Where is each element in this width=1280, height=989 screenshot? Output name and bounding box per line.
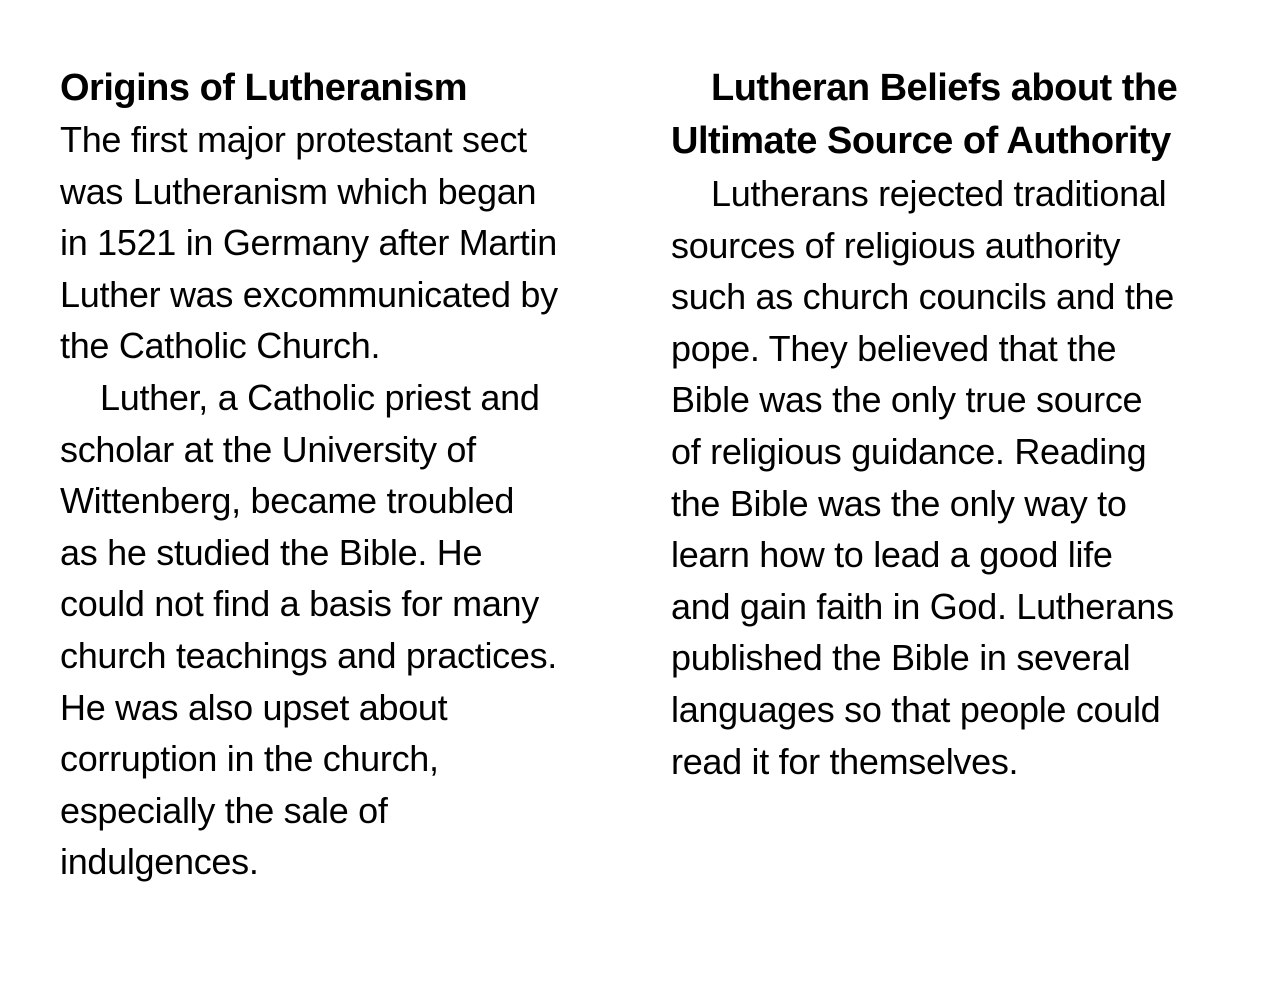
text-line: Bible was the only true source [671,379,1143,421]
right-column-beliefs [671,62,1251,787]
text-line: The first major protestant sect [60,119,527,160]
text-line: published the Bible in several [671,637,1131,679]
text-line: He was also upset about [60,686,448,728]
text-line: Luther, a Catholic priest and [100,376,540,418]
text-line: pope. They believed that the [671,327,1117,369]
text-line: read it for themselves. [671,740,1019,782]
text-line: sources of religious authority [671,224,1121,266]
text-line: church teachings and practices. [60,634,557,676]
text-line: Luther was excommunicated by [60,273,558,315]
heading-lutheran-beliefs [671,62,1251,168]
text-line: in 1521 in Germany after Martin [60,222,557,264]
text-line: such as church councils and the [671,276,1174,318]
text-line: especially the sale of [60,789,388,831]
text-line: of religious guidance. Reading [671,430,1147,472]
heading-line: Ultimate Source of Authority [671,120,1171,162]
text-line: could not find a basis for many [60,583,539,625]
heading-origins-of-lutheranism: Origins of Lutheranism [60,67,468,109]
text-line: learn how to lead a good life [671,534,1113,576]
text-line: corruption in the church, [60,738,439,780]
text-line: the Catholic Church. [60,325,381,367]
text-line: was Lutheranism which began [60,170,537,212]
paragraph-first-protestant-sect [60,114,635,372]
text-line: Lutherans rejected traditional [711,173,1167,214]
text-line: as he studied the Bible. He [60,531,483,573]
text-line: and gain faith in God. Lutherans [671,585,1174,627]
text-line: languages so that people could [671,688,1161,730]
left-column-origins [60,62,635,888]
text-line: Wittenberg, became troubled [60,480,515,522]
paragraph-luther-troubled [60,372,635,888]
text-line: the Bible was the only way to [671,482,1127,524]
text-line: scholar at the University of [60,428,476,470]
heading-line: Lutheran Beliefs about the [711,67,1178,109]
text-line: indulgences. [60,841,259,883]
paragraph-source-of-authority [671,168,1251,787]
